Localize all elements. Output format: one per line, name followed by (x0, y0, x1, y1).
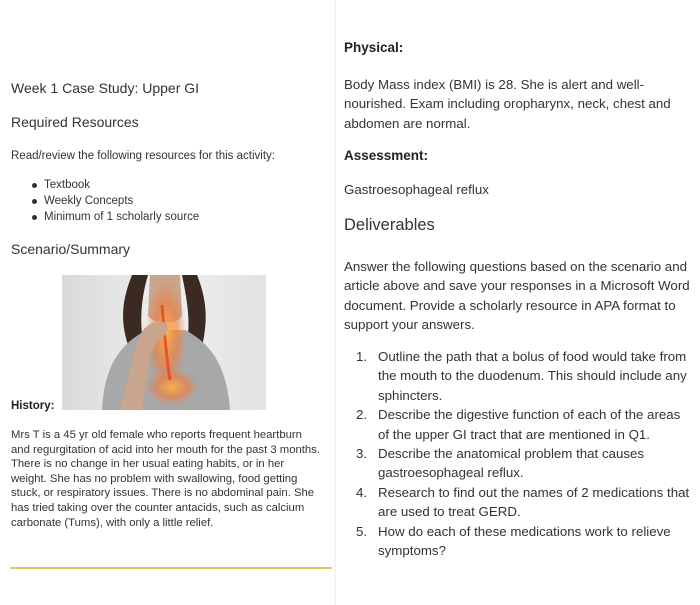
left-page (0, 0, 336, 605)
question-text: Research to find out the names of 2 medications that are used to treat GERD. (378, 484, 690, 520)
history-text: Mrs T is a 45 yr old female who reports frequent heartburn and regurgitation of acid into her mouth for the past 3 months. There is no change in her usual eating habits, or in her weight. She has no problem with swallowing, food getting stuck, or respiratory issues. There is no abdominal pain. She has tried taking over the counter antacids, such as calcium carbonate (Tums), with only a little relief. (11, 429, 320, 529)
question-number: 4. (356, 484, 368, 500)
heartburn-illustration (62, 275, 266, 410)
question-item (356, 522, 692, 561)
resource-item: Weekly Concepts (30, 193, 199, 209)
deliverables-instructions: Answer the following questions based on the scenario and article above and save your responses in a Microsoft Word document. Provide a scholarly resource in APA format to support your answers. (344, 259, 690, 333)
assessment-heading: Assessment: (344, 148, 429, 163)
question-text: Outline the path that a bolus of food would take from the mouth to the duodenum. This should include any sphincters. (378, 349, 687, 403)
question-item (356, 483, 692, 522)
right-page (336, 0, 700, 605)
physical-heading: Physical: (344, 40, 404, 55)
question-text: How do each of these medications work to relieve symptoms? (378, 523, 671, 559)
question-item (356, 405, 692, 444)
question-number: 1. (356, 349, 368, 364)
case-study-title: Week 1 Case Study: Upper GI (11, 80, 200, 96)
question-number: 3. (356, 446, 368, 462)
resource-list (30, 177, 199, 225)
question-text: Describe the digestive function of each of the areas of the upper GI tract that are mentioned in Q1. (378, 407, 681, 442)
history-heading: History: (11, 400, 55, 412)
resource-item: Textbook (30, 177, 199, 193)
question-list (356, 347, 692, 560)
question-item (356, 347, 692, 405)
deliverables-heading: Deliverables (344, 216, 435, 234)
assessment-text: Gastroesophageal reflux (344, 182, 489, 197)
read-review-instruction: Read/review the following resources for this activity: (11, 150, 275, 162)
question-item (356, 444, 692, 483)
resource-item: Minimum of 1 scholarly source (30, 209, 199, 225)
woman-heartburn-image (62, 275, 266, 410)
scenario-summary-heading: Scenario/Summary (11, 241, 131, 257)
physical-exam-text: Body Mass index (BMI) is 28. She is alert and well-nourished. Exam including oropharynx, neck, chest and abdomen are normal. (344, 77, 671, 131)
question-text: Describe the anatomical problem that causes gastroesophageal reflux. (378, 446, 645, 481)
question-number: 2. (356, 407, 368, 423)
section-divider-rule (10, 567, 332, 569)
required-resources-heading: Required Resources (11, 114, 139, 130)
question-number: 5. (356, 523, 368, 539)
